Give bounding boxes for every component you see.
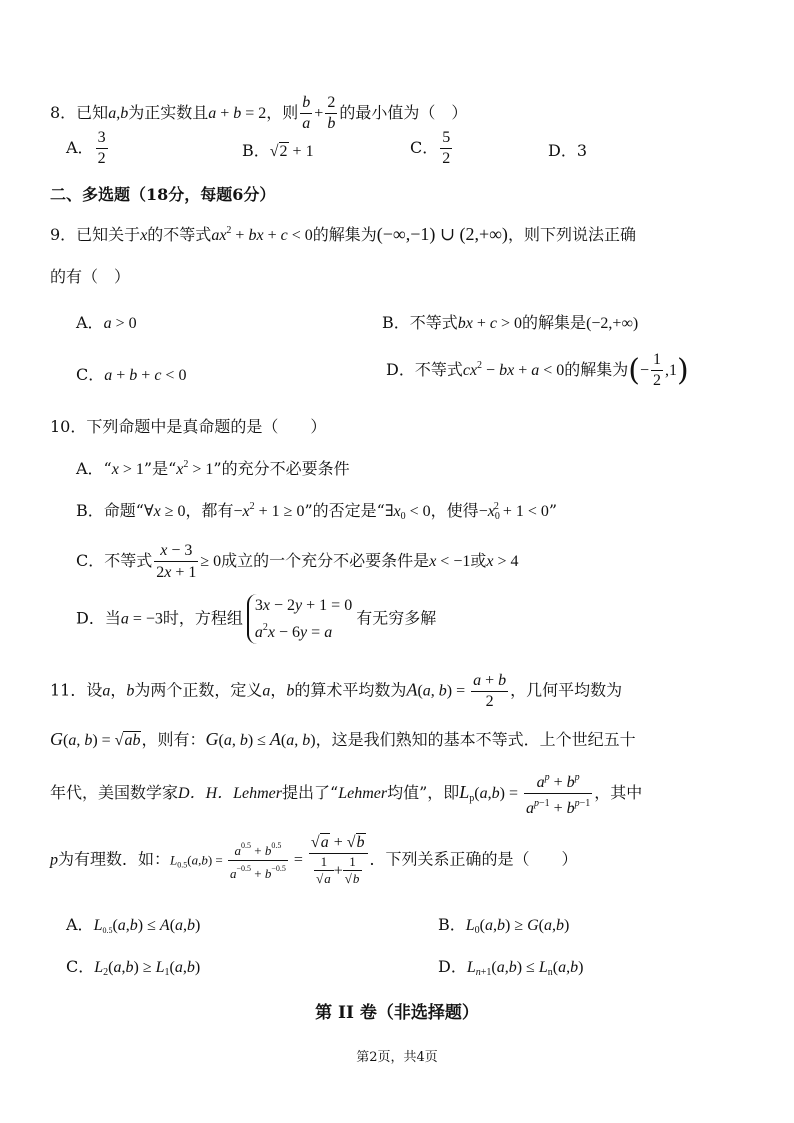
q8-option-d: D．3: [548, 141, 588, 160]
q11-option-b: B．$L_0(a,b) \ge G(a,b)$: [438, 915, 570, 936]
q9-option-c: C．a + b + c < 0: [76, 365, 187, 384]
question-11-line-4: p为有理数．如：$L_{0.5}(a,b)$ = $\frac{a^{0.5} + b^{0.5}}{a^{-0.5} + b^{-0.5}}$ = √a + √b $\frac{1}{√a}$ + $\frac{1}{√b}$ ．下列关系正确的是（ ）: [50, 834, 578, 886]
question-11-line-3: 年代，美国数学家D．H．Lehmer提出了“Lehmer均值”，即$L_p(a,b)$ = $\frac{a^p + b^p}{a^{p-1} + b^{p-1}}$ ，其中: [50, 768, 642, 819]
q9-option-d: D．不等式$cx^2$ − bx + a < 0的解集为(− $\frac{1}{2}$ ,1): [386, 351, 689, 389]
q10-option-d: D．当a = −3时，方程组 3x − 2y + 1 = 0 $a^2x - 6y = a$ 有无穷多解: [76, 594, 436, 644]
question-9-stem-cont: 的有（ ）: [50, 267, 131, 286]
q8-option-a: A． $\frac{3}{2}$: [66, 129, 106, 167]
q9-option-b: B．不等式bx + c > 0的解集是(−2,+∞): [382, 313, 639, 332]
q10-option-a: A．“x > 1”是“$x^2 > 1$”的充分不必要条件: [76, 459, 350, 478]
question-8-stem: 8．已知a,b为正实数且a + b = 2，则 $\frac{b}{a}$ + $\frac{2}{b}$ 的最小值为（ ）: [50, 94, 468, 132]
q8-option-c: C． $\frac{5}{2}$: [410, 129, 451, 167]
question-11-line-1: 11．设a，b为两个正数，定义a，b的算术平均数为A(a, b) = $\frac{a + b}{2}$ ，几何平均数为: [50, 672, 623, 710]
section-multi-choice-heading: 二、多选题（18分，每题6分）: [50, 185, 276, 204]
question-9-stem: 9．已知关于x的不等式$ax^2$ + bx + c < 0的解集为(−∞,−1) ∪ (2,+∞)，则下列说法正确: [50, 224, 636, 244]
question-10-stem: 10．下列命题中是真命题的是（ ）: [50, 417, 327, 436]
q11-option-a: A．$L_{0.5}(a,b) \le A(a,b)$: [66, 915, 201, 935]
q11-option-c: C．$L_2(a,b) \ge L_1(a,b)$: [66, 957, 201, 978]
q8-option-b: B．√2 + 1: [242, 141, 314, 160]
q10-option-b: B．命题“∀x ≥ 0，都有$-x^2 + 1 \ge 0$”的否定是“$\exists x_0 < 0$，使得$-x_0^2 + 1 < 0$”: [76, 501, 558, 522]
q10-option-c: C．不等式 $\frac{x - 3}{2x + 1}$ ≥ 0成立的一个充分不必要条件是x < −1或x > 4: [76, 542, 519, 581]
section-ii-heading: 第 II 卷（非选择题）: [315, 1003, 479, 1023]
q9-option-a: A．a > 0: [76, 313, 137, 332]
fraction-2-over-b: $\frac{2}{b}$: [327, 94, 336, 132]
q11-option-d: D．$L_{n+1}(a,b) \le L_n(a,b)$: [438, 957, 584, 978]
question-11-line-2: G(a, b) = √ab，则有：G(a, b) ≤ A(a, b)，这是我们熟知的基本不等式．上个世纪五十: [50, 729, 636, 749]
fraction-b-over-a: $\frac{b}{a}$: [302, 94, 311, 132]
equation-system: 3x − 2y + 1 = 0 $a^2x - 6y = a$: [247, 594, 352, 644]
page-footer: 第2页，共4页: [356, 1050, 438, 1065]
